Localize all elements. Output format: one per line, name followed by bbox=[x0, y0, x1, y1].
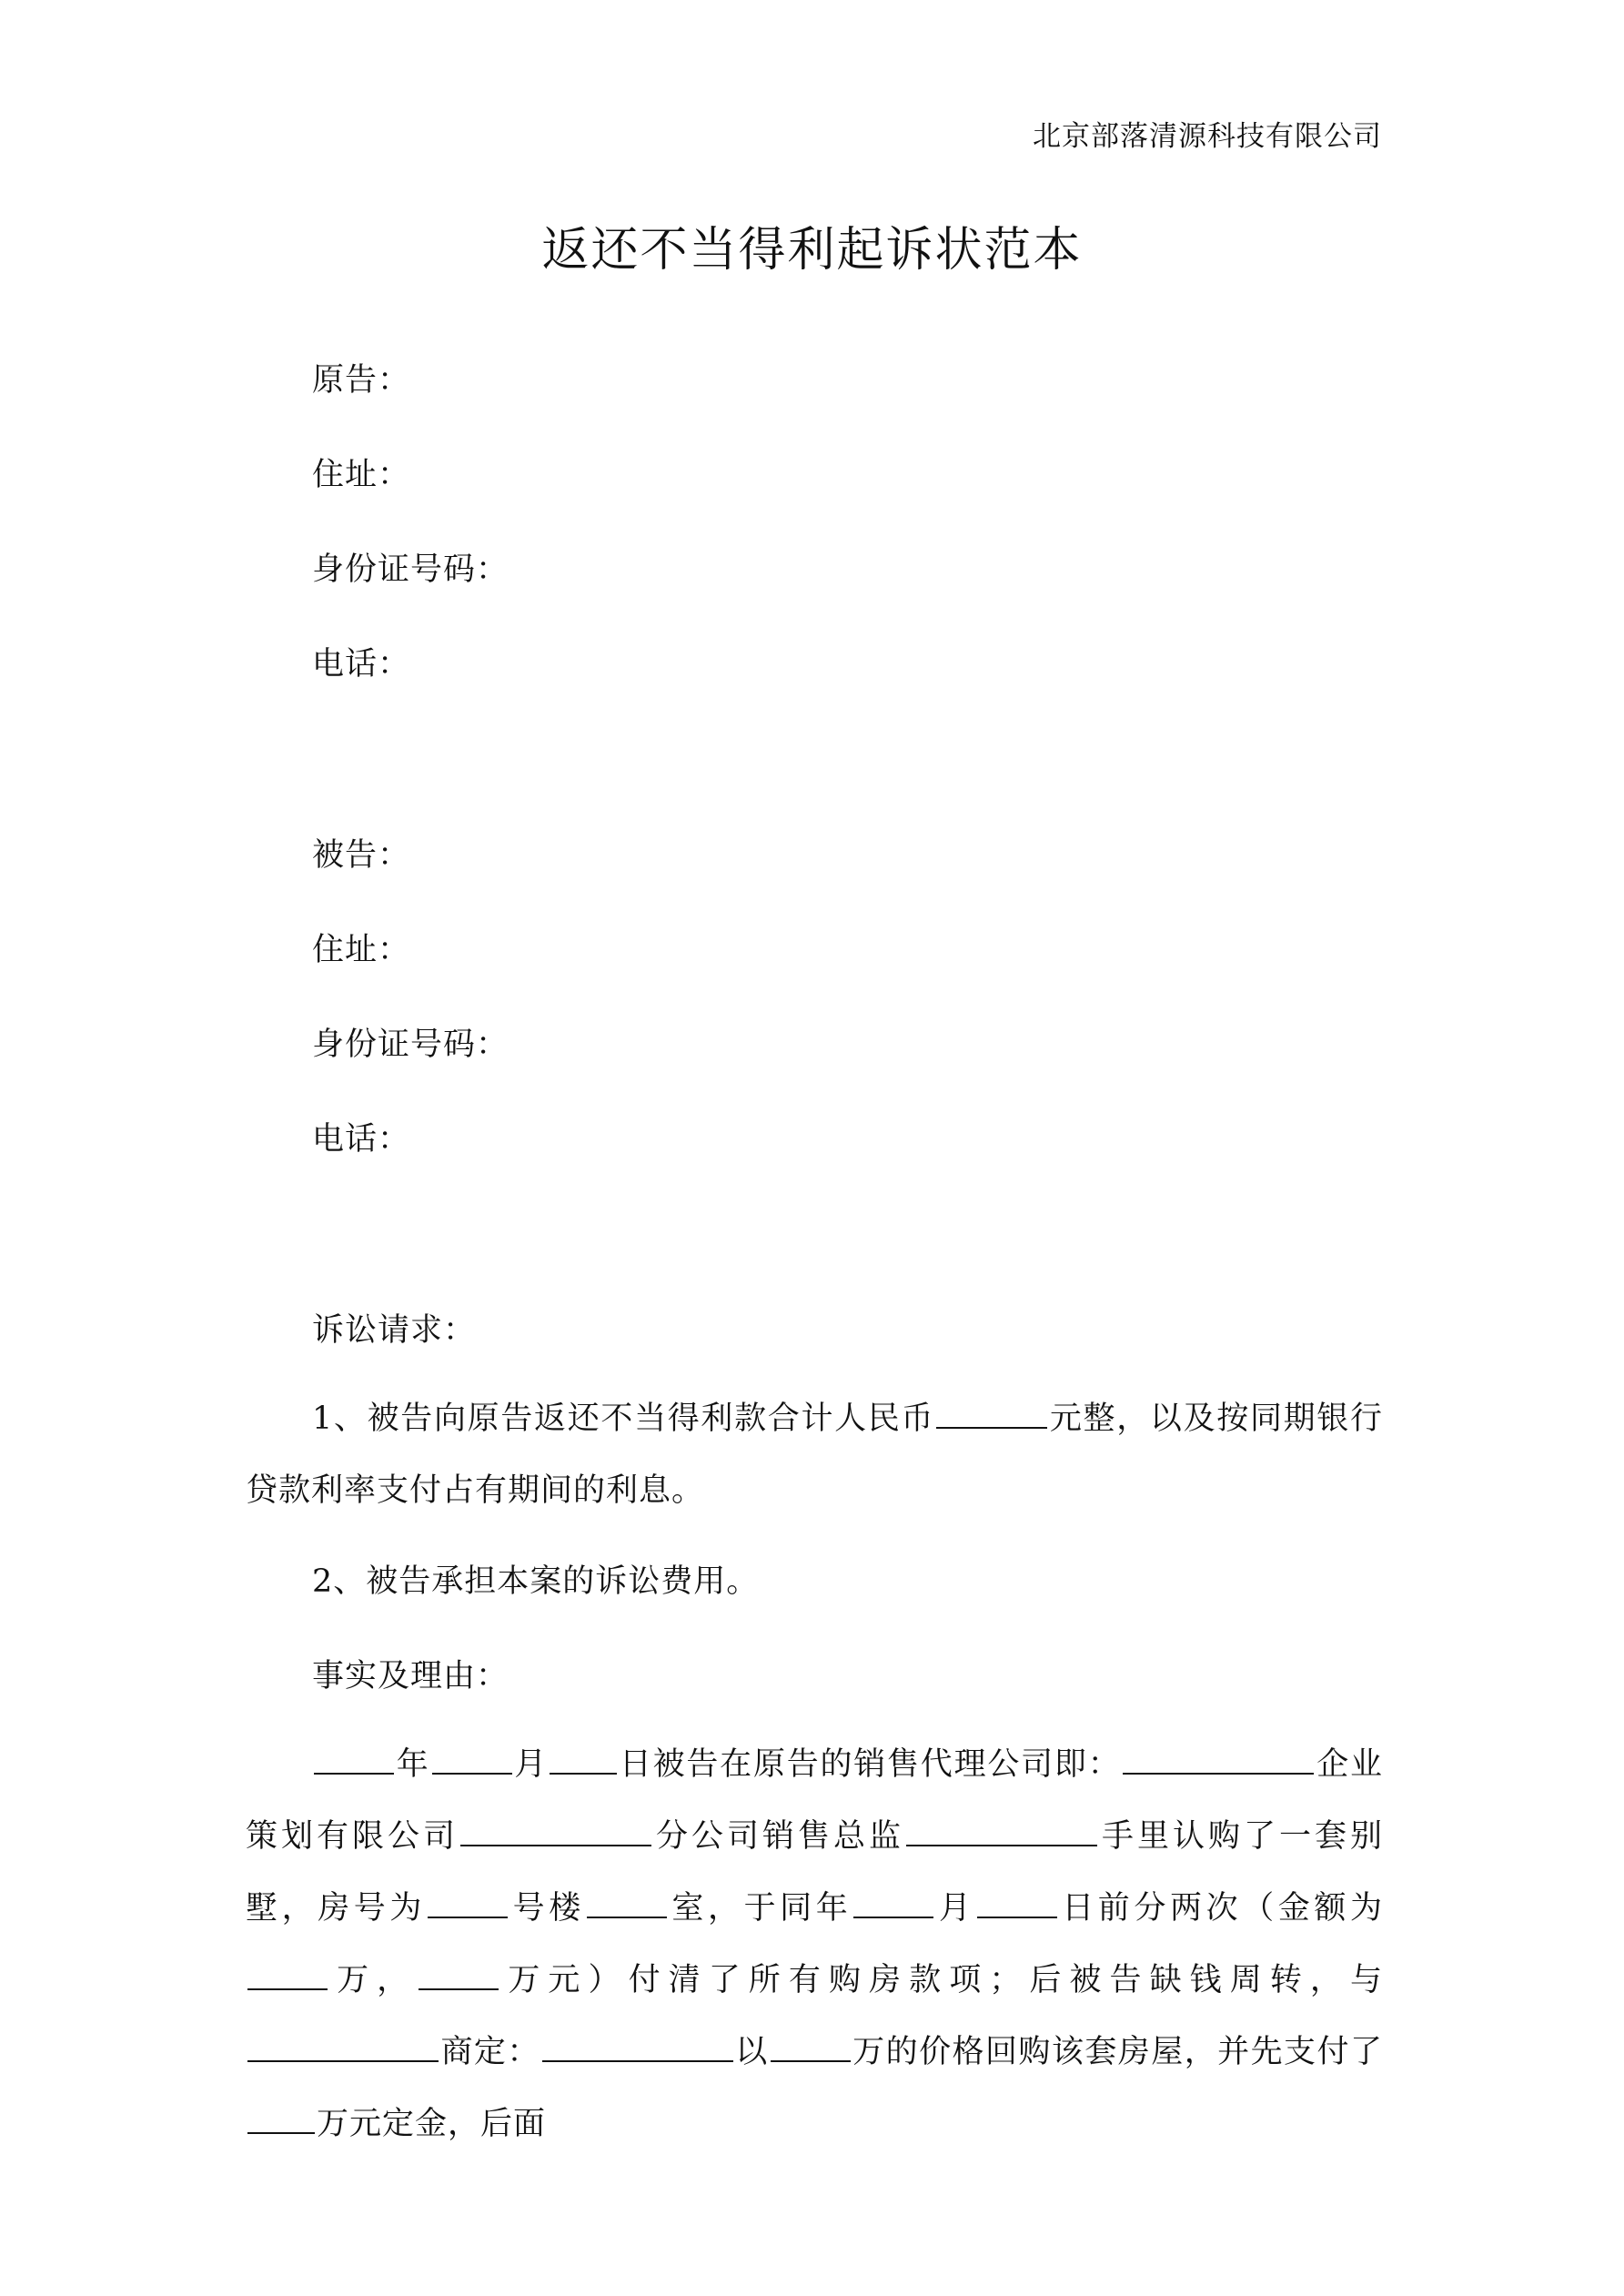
facts-text: 号楼 bbox=[509, 1890, 585, 1927]
facts-text: 手里认购了一套别墅，房号为 bbox=[246, 1818, 1383, 1927]
facts-text: 商定： bbox=[440, 2034, 540, 2070]
amount-2-blank bbox=[419, 1957, 499, 1990]
facts-text: 企业策划有限公司 bbox=[246, 1746, 1383, 1855]
payment-month-blank bbox=[853, 1885, 933, 1918]
facts-text: 日前分两次（金额为 bbox=[1058, 1890, 1383, 1927]
facts-text: 万元）付清了所有购房款项；后被告缺钱周转，与 bbox=[500, 1962, 1383, 1998]
defendant-phone-label: 电话： bbox=[312, 1121, 411, 1158]
amount-1-blank bbox=[247, 1957, 328, 1990]
buyback-party-blank bbox=[542, 2028, 733, 2062]
plaintiff-label: 原告： bbox=[312, 362, 411, 399]
defendant-id-label: 身份证号码： bbox=[312, 1027, 509, 1063]
room-number-blank bbox=[587, 1885, 667, 1918]
claim-item-1 bbox=[246, 1383, 1383, 1527]
defendant-label: 被告： bbox=[312, 837, 411, 874]
deposit-amount-blank bbox=[247, 2100, 315, 2134]
facts-text: 以 bbox=[734, 2034, 769, 2070]
payment-day-blank bbox=[977, 1885, 1057, 1918]
plaintiff-phone-label: 电话： bbox=[312, 646, 411, 683]
month-blank bbox=[432, 1741, 512, 1775]
claims-heading: 诉讼请求： bbox=[312, 1312, 477, 1349]
defendant-address-label: 住址： bbox=[312, 932, 411, 968]
facts-text: 万， bbox=[329, 1962, 418, 1998]
facts-paragraph bbox=[246, 1729, 1383, 2160]
facts-text: 室，于同年 bbox=[668, 1890, 852, 1927]
year-blank bbox=[314, 1741, 394, 1775]
day-blank bbox=[550, 1741, 617, 1775]
amount-blank bbox=[936, 1395, 1047, 1429]
plaintiff-id-label: 身份证号码： bbox=[312, 551, 509, 588]
facts-text: 万的价格回购该套房屋，并先支付了 bbox=[852, 2034, 1383, 2070]
facts-text: 万元定金，后面 bbox=[317, 2106, 547, 2142]
claim-item-2: 2、被告承担本案的诉讼费用。 bbox=[312, 1563, 760, 1600]
buyer-name-blank bbox=[247, 2028, 439, 2062]
claim-1-text-b: 元整，以及按同期银行贷款利率支付占有期间的利息。 bbox=[246, 1401, 1383, 1509]
branch-name-blank bbox=[460, 1813, 651, 1846]
facts-text: 年 bbox=[396, 1746, 430, 1783]
facts-heading: 事实及理由： bbox=[312, 1658, 509, 1694]
company-header: 北京部落清源科技有限公司 bbox=[1033, 120, 1382, 153]
claim-1-text-a: 1、被告向原告返还不当得利款合计人民币 bbox=[312, 1401, 935, 1437]
facts-text: 月 bbox=[513, 1746, 549, 1783]
agency-name-blank bbox=[1123, 1741, 1314, 1775]
document-title: 返还不当得利起诉状范本 bbox=[541, 223, 1083, 278]
facts-text: 分公司销售总监 bbox=[653, 1818, 904, 1855]
plaintiff-address-label: 住址： bbox=[312, 457, 411, 493]
buyback-price-blank bbox=[771, 2028, 851, 2062]
facts-text: 日被告在原告的销售代理公司即： bbox=[619, 1746, 1122, 1783]
facts-text: 月 bbox=[935, 1890, 975, 1927]
building-number-blank bbox=[428, 1885, 508, 1918]
director-name-blank bbox=[906, 1813, 1097, 1846]
